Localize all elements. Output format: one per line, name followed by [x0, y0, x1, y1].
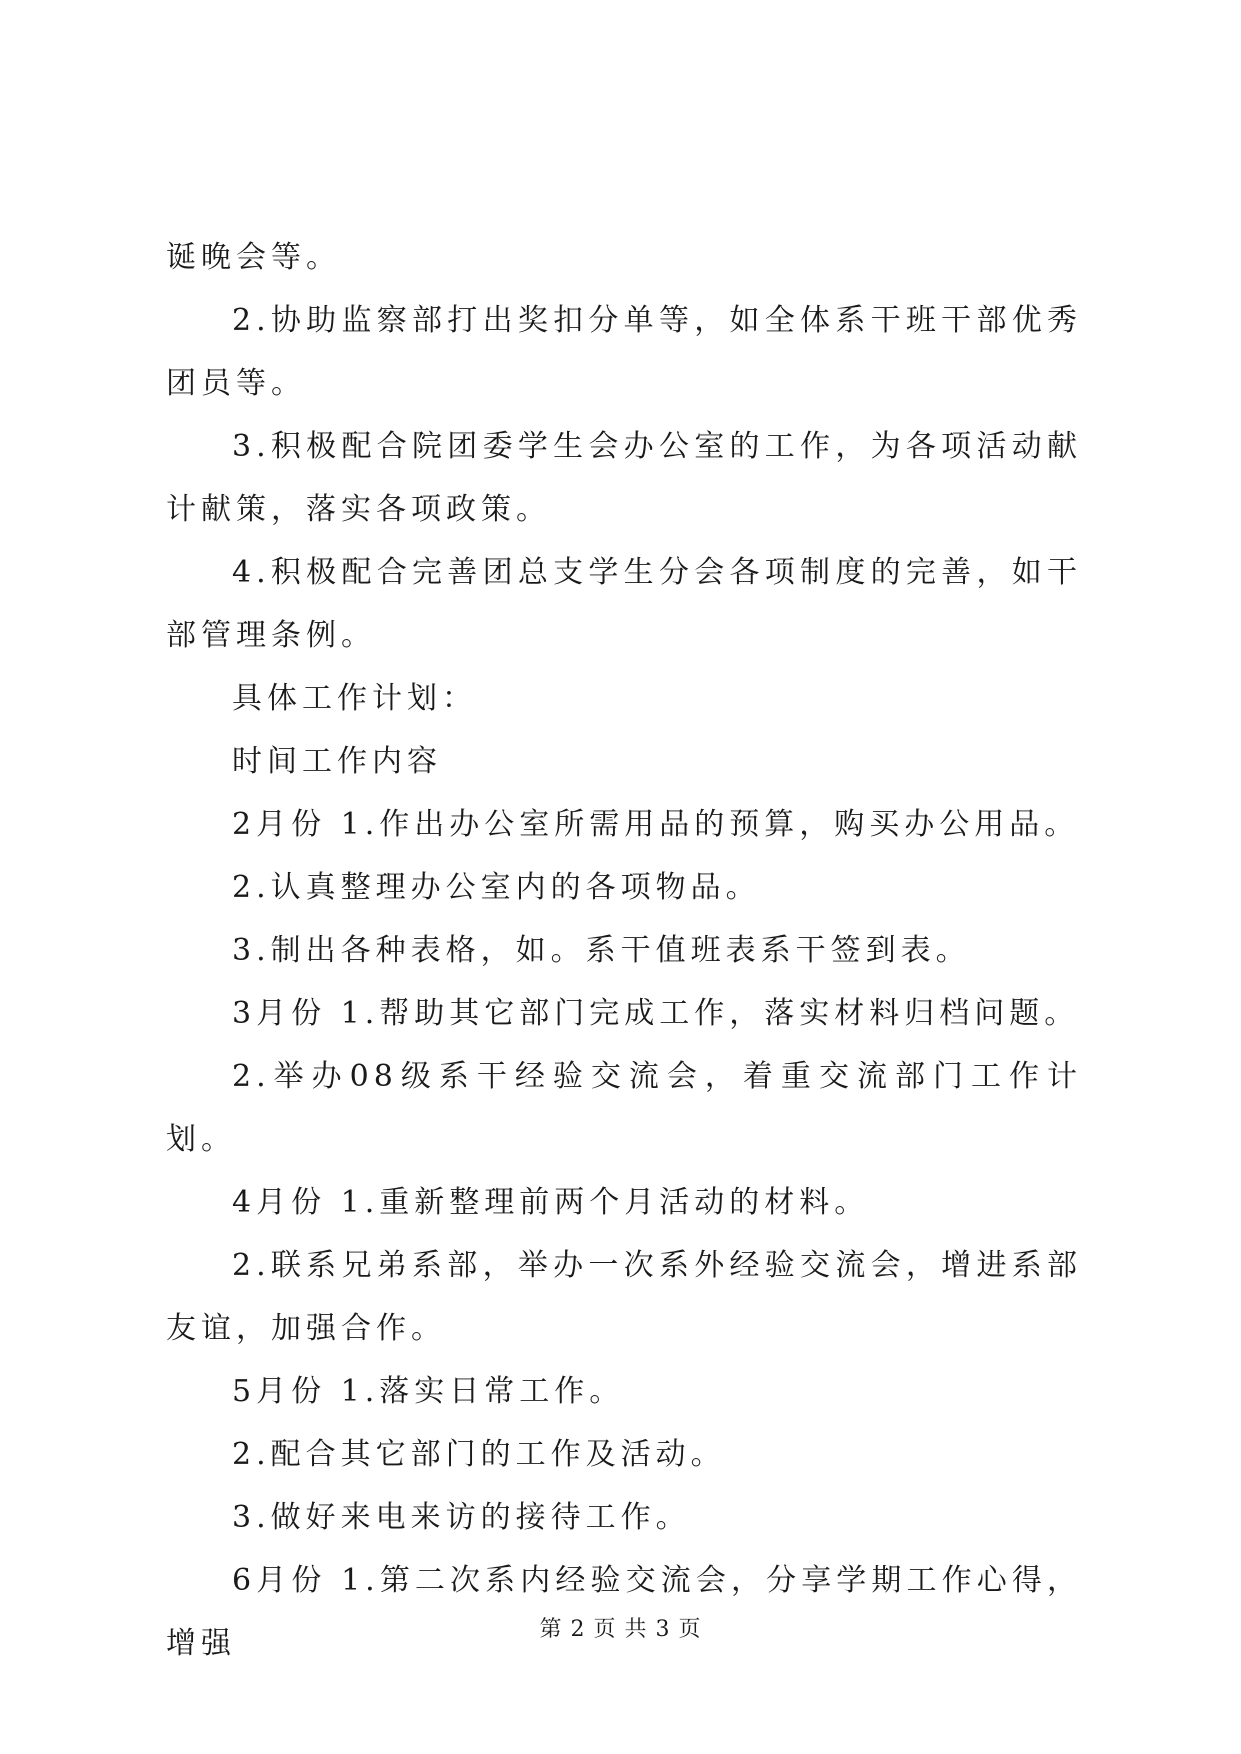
paragraph-item-4: 4.积极配合完善团总支学生分会各项制度的完善，如干部管理条例。 [166, 555, 1082, 653]
plan-line-mar-1: 3月份 1.帮助其它部门完成工作，落实材料归档问题。 [232, 996, 1080, 1031]
plan-line-may-1: 5月份 1.落实日常工作。 [232, 1374, 625, 1409]
paragraph-continuation: 诞晚会等。 [166, 240, 341, 275]
plan-line-jun-1: 6月份 1.第二次系内经验交流会，分享学期工作心得，增强 [166, 1563, 1082, 1661]
paragraph-item-2: 2.协助监察部打出奖扣分单等，如全体系干班干部优秀团员等。 [166, 303, 1082, 401]
plan-line-may-2: 2.配合其它部门的工作及活动。 [232, 1437, 726, 1472]
plan-line-apr-1: 4月份 1.重新整理前两个月活动的材料。 [232, 1185, 870, 1220]
plan-line-feb-3: 3.制出各种表格，如。系干值班表系干签到表。 [232, 933, 971, 968]
document-body [166, 226, 1082, 1675]
section-heading-plan: 具体工作计划： [232, 681, 477, 716]
plan-line-mar-2: 2.举办08级系干经验交流会，着重交流部门工作计划。 [166, 1059, 1082, 1157]
plan-line-apr-2: 2.联系兄弟系部，举办一次系外经验交流会，增进系部友谊，加强合作。 [166, 1248, 1082, 1346]
paragraph-item-3: 3.积极配合院团委学生会办公室的工作，为各项活动献计献策，落实各项政策。 [166, 429, 1082, 527]
plan-line-feb-1: 2月份 1.作出办公室所需用品的预算，购买办公用品。 [232, 807, 1080, 842]
table-header-line: 时间工作内容 [232, 744, 442, 779]
plan-line-feb-2: 2.认真整理办公室内的各项物品。 [232, 870, 761, 905]
plan-line-may-3: 3.做好来电来访的接待工作。 [232, 1500, 691, 1535]
page-number-footer: 第 2 页 共 3 页 [539, 1617, 702, 1642]
